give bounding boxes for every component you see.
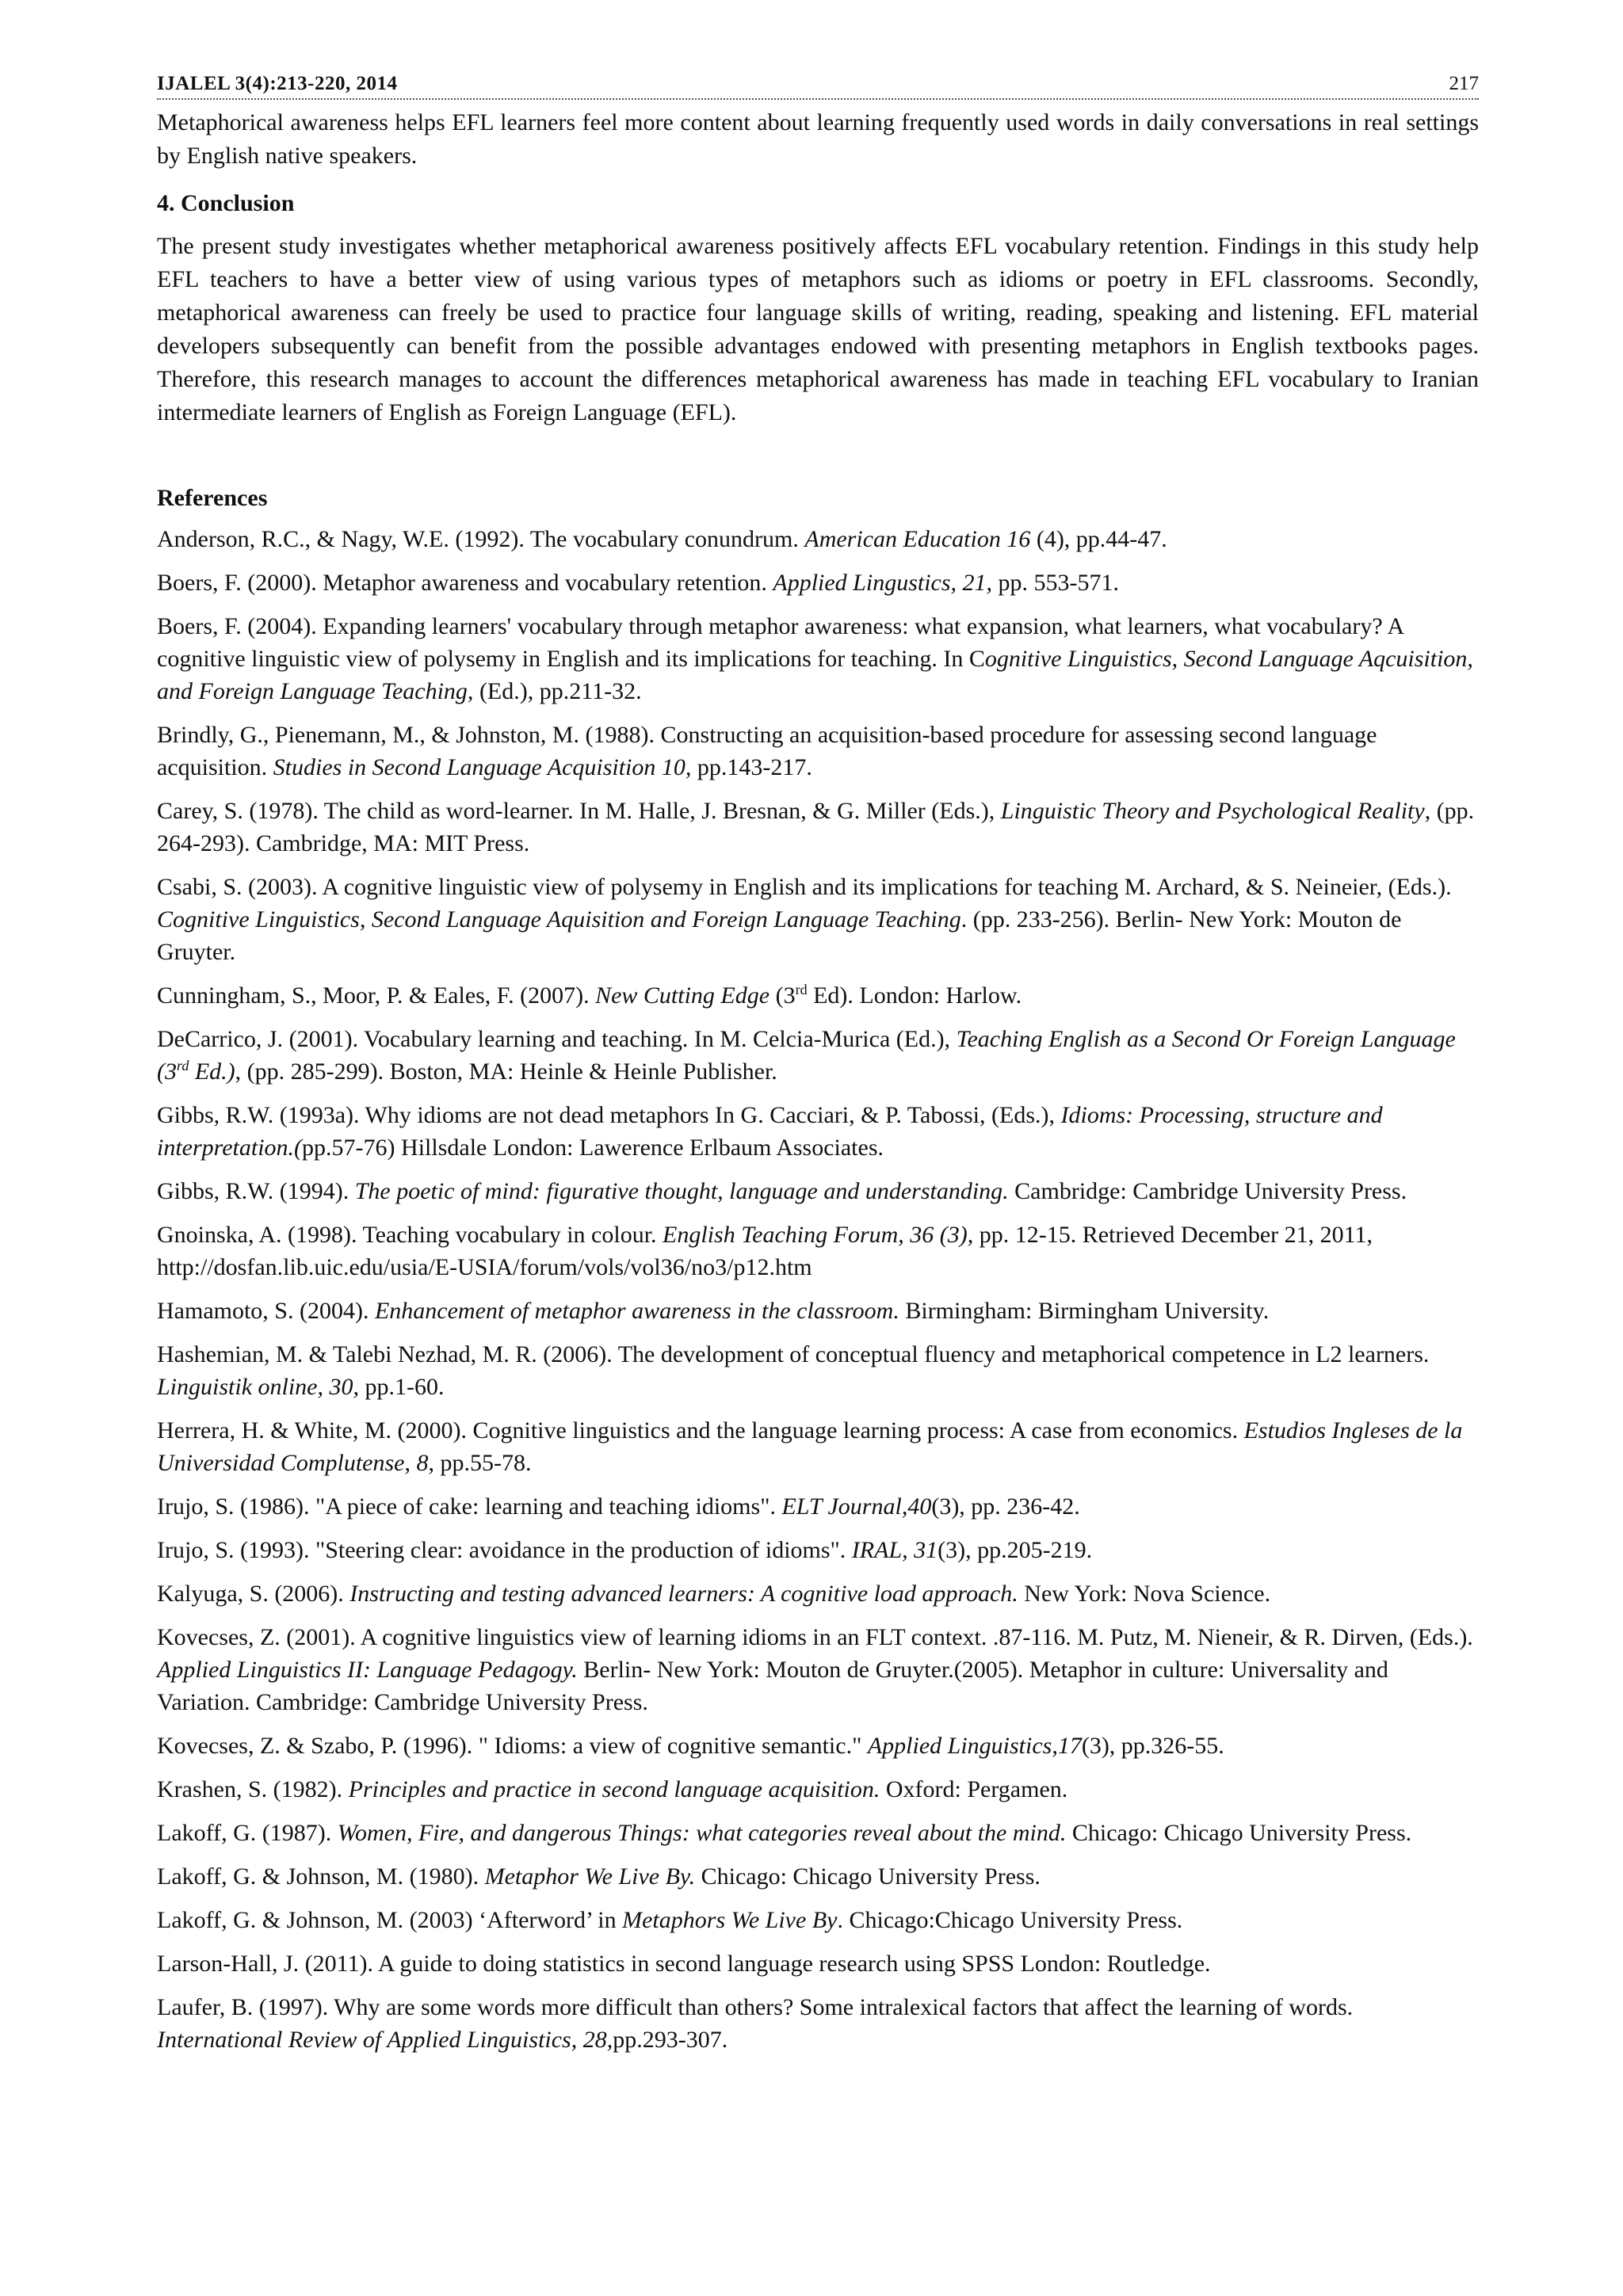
reference-item: Larson-Hall, J. (2011). A guide to doing statistics in second language research using SPSS London: Routledge.	[157, 1951, 1211, 1977]
reference-item: Gibbs, R.W. (1993a). Why idioms are not dead metaphors In G. Cacciari, & P. Tabossi, (Eds.), Idioms: Processing, structure and interpretation.(pp.57-76) Hillsdale London: Lawerence Erlbaum Associates.	[157, 1102, 1383, 1161]
reference-item: Lakoff, G. (1987). Women, Fire, and dangerous Things: what categories reveal about the mind. Chicago: Chicago University Press.	[157, 1820, 1412, 1846]
reference-item: Hamamoto, S. (2004). Enhancement of metaphor awareness in the classroom. Birmingham: Birmingham University.	[157, 1298, 1270, 1324]
reference-item: Irujo, S. (1986). "A piece of cake: learning and teaching idioms". ELT Journal,40(3), pp. 236-42.	[157, 1493, 1080, 1520]
journal-citation: IJALEL 3(4):213-220, 2014	[157, 73, 398, 94]
reference-item: Hashemian, M. & Talebi Nezhad, M. R. (2006). The development of conceptual fluency and metaphorical competence in L2 learners. Linguistik online, 30, pp.1-60.	[157, 1341, 1430, 1400]
references-heading: References	[157, 485, 268, 511]
intro-paragraph: Metaphorical awareness helps EFL learners feel more content about learning frequently used words in daily conversations in real settings by English native speakers.	[157, 109, 1479, 169]
reference-item: Gnoinska, A. (1998). Teaching vocabulary in colour. English Teaching Forum, 36 (3), pp. 12-15. Retrieved December 21, 2011, http://dosfan.lib.uic.edu/usia/E-USIA/forum/vols/vol36/no3/p12.htm	[157, 1222, 1373, 1280]
reference-item: Krashen, S. (1982). Principles and practice in second language acquisition. Oxford: Pergamen.	[157, 1776, 1068, 1802]
reference-item: Lakoff, G. & Johnson, M. (2003) ‘Afterword’ in Metaphors We Live By. Chicago:Chicago University Press.	[157, 1907, 1183, 1933]
reference-item: Lakoff, G. & Johnson, M. (1980). Metaphor We Live By. Chicago: Chicago University Press.	[157, 1863, 1041, 1890]
reference-item: Csabi, S. (2003). A cognitive linguistic view of polysemy in English and its implications for teaching M. Archard, & S. Neineier, (Eds.). Cognitive Linguistics, Second Language Aquisition and Foreign Language Teaching. (pp. 233-256). Berlin- New York: Mouton de Gruyter.	[157, 874, 1452, 965]
conclusion-heading: 4. Conclusion	[157, 190, 295, 216]
reference-item: Boers, F. (2000). Metaphor awareness and vocabulary retention. Applied Lingustics, 21, pp. 553-571.	[157, 570, 1120, 596]
document-page	[157, 73, 1479, 2067]
page-number: 217	[1449, 73, 1479, 94]
reference-item: DeCarrico, J. (2001). Vocabulary learning and teaching. In M. Celcia-Murica (Ed.), Teaching English as a Second Or Foreign Language (3rd Ed.), (pp. 285-299). Boston, MA: Heinle & Heinle Publisher.	[157, 1026, 1456, 1085]
reference-item: Herrera, H. & White, M. (2000). Cognitive linguistics and the language learning process: A case from economics. Estudios Ingleses de la Universidad Complutense, 8, pp.55-78.	[157, 1417, 1463, 1476]
reference-item: Carey, S. (1978). The child as word-learner. In M. Halle, J. Bresnan, & G. Miller (Eds.), Linguistic Theory and Psychological Reality, (pp. 264-293). Cambridge, MA: MIT Press.	[157, 798, 1475, 856]
reference-item: Kovecses, Z. (2001). A cognitive linguistics view of learning idioms in an FLT context. .87-116. M. Putz, M. Nieneir, & R. Dirven, (Eds.). Applied Linguistics II: Language Pedagogy. Berlin- New York: Mouton de Gruyter.(2005). Metaphor in culture: Universality and Variation. Cambridge: Cambridge University Press.	[157, 1624, 1473, 1715]
reference-list	[157, 523, 1479, 2056]
reference-item: Brindly, G., Pienemann, M., & Johnston, M. (1988). Constructing an acquisition-based procedure for assessing second language acquisition. Studies in Second Language Acquisition 10, pp.143-217.	[157, 722, 1377, 780]
reference-item: Laufer, B. (1997). Why are some words more difficult than others? Some intralexical factors that affect the learning of words. International Review of Applied Linguistics, 28,pp.293-307.	[157, 1994, 1354, 2053]
reference-item: Kovecses, Z. & Szabo, P. (1996). " Idioms: a view of cognitive semantic." Applied Linguistics,17(3), pp.326-55.	[157, 1733, 1224, 1759]
conclusion-paragraph: The present study investigates whether metaphorical awareness positively affects EFL vocabulary retention. Findings in this study help EFL teachers to have a better view of using various types of metaphors such as idioms or poetry in EFL classrooms. Secondly, metaphorical awareness can freely be used to practice four language skills of writing, reading, speaking and listening. EFL material developers subsequently can benefit from the possible advantages endowed with presenting metaphors in English textbooks pages. Therefore, this research manages to account the differences metaphorical awareness has made in teaching EFL vocabulary to Iranian intermediate learners of English as Foreign Language (EFL).	[157, 233, 1479, 425]
reference-item: Anderson, R.C., & Nagy, W.E. (1992). The vocabulary conundrum. American Education 16 (4), pp.44-47.	[157, 526, 1167, 552]
reference-item: Irujo, S. (1993). "Steering clear: avoidance in the production of idioms". IRAL, 31(3), pp.205-219.	[157, 1537, 1093, 1563]
reference-item: Gibbs, R.W. (1994). The poetic of mind: figurative thought, language and understanding. Cambridge: Cambridge University Press.	[157, 1178, 1407, 1204]
running-header	[157, 73, 1479, 100]
reference-item: Kalyuga, S. (2006). Instructing and testing advanced learners: A cognitive load approach. New York: Nova Science.	[157, 1581, 1271, 1607]
reference-item: Boers, F. (2004). Expanding learners' vocabulary through metaphor awareness: what expansion, what learners, what vocabulary? A cognitive linguistic view of polysemy in English and its implications for teaching. In Cognitive Linguistics, Second Language Aqcuisition, and Foreign Language Teaching, (Ed.), pp.211-32.	[157, 613, 1473, 704]
reference-item: Cunningham, S., Moor, P. & Eales, F. (2007). New Cutting Edge (3rd Ed). London: Harlow.	[157, 982, 1022, 1009]
